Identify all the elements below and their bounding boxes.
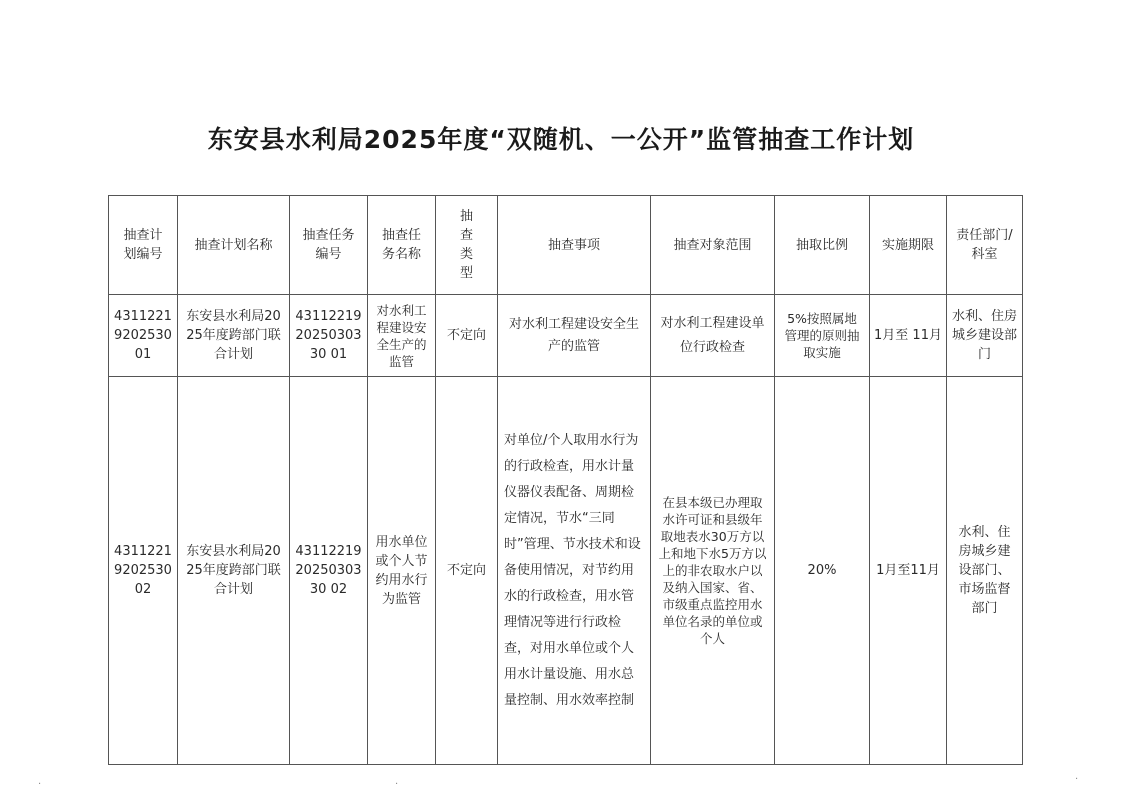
cell-period: 1月至 11月 (870, 295, 947, 377)
table-header-row (109, 196, 1023, 295)
cell-task-name: 用水单位或个人节约用水行为监管 (368, 377, 436, 765)
cell-check-type: 不定向 (436, 377, 498, 765)
cell-task-no: 431122192025030330 01 (290, 295, 368, 377)
cell-task-name: 对水利工程建设安全生产的监管 (368, 295, 436, 377)
cell-scope: 在县本级已办理取水许可证和县级年取地表水30万方以上和地下水5万方以上的非农取水户以及纳入国家、省、市级重点监控用水单位名录的单位或个人 (651, 377, 775, 765)
cell-items: 对水利工程建设安全生产的监管 (498, 295, 651, 377)
cell-ratio: 20% (775, 377, 870, 765)
scan-speck: . (395, 776, 399, 787)
cell-plan-name: 东安县水利局2025年度跨部门联合计划 (178, 295, 290, 377)
document-title: 东安县水利局2025年度“双随机、一公开”监管抽查工作计划 (207, 125, 915, 154)
scan-speck: . (1075, 771, 1079, 782)
table-row (109, 295, 1023, 377)
header-scope: 抽查对象范围 (651, 196, 775, 295)
cell-task-no: 431122192025030330 02 (290, 377, 368, 765)
header-plan-no: 抽查计划编号 (109, 196, 178, 295)
scan-speck: . (38, 776, 42, 787)
header-period: 实施期限 (870, 196, 947, 295)
cell-plan-name: 东安县水利局2025年度跨部门联合计划 (178, 377, 290, 765)
cell-department: 水利、住房城乡建设部门、市场监督部门 (947, 377, 1023, 765)
cell-plan-no: 4311221920253002 (109, 377, 178, 765)
header-department: 责任部门/科室 (947, 196, 1023, 295)
header-items: 抽查事项 (498, 196, 651, 295)
header-task-name: 抽查任务名称 (368, 196, 436, 295)
cell-check-type: 不定向 (436, 295, 498, 377)
inspection-plan-table (108, 195, 1023, 765)
cell-scope: 对水利工程建设单位行政检查 (651, 295, 775, 377)
cell-period: 1月至11月 (870, 377, 947, 765)
cell-plan-no: 4311221920253001 (109, 295, 178, 377)
cell-department: 水利、住房城乡建设部门 (947, 295, 1023, 377)
header-plan-name: 抽查计划名称 (178, 196, 290, 295)
header-task-no: 抽查任务编号 (290, 196, 368, 295)
header-ratio: 抽取比例 (775, 196, 870, 295)
table-row (109, 377, 1023, 765)
header-check-type: 抽查类型 (436, 196, 498, 295)
cell-items: 对单位/个人取用水行为的行政检查，用水计量仪器仪表配备、周期检定情况，节水“三同时”管理、节水技术和设备使用情况，对节约用水的行政检查，用水管理情况等进行行政检查，对用水单位或个人用水计量设施、用水总量控制、用水效率控制 (498, 377, 651, 765)
cell-ratio: 5%按照属地管理的原则抽取实施 (775, 295, 870, 377)
